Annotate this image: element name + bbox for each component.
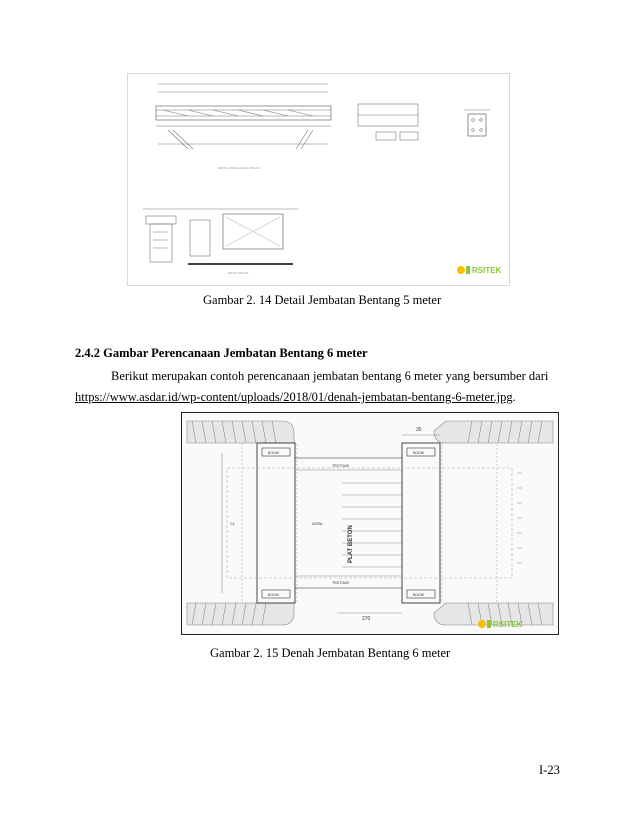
figure-denah-jembatan-6m (181, 412, 559, 635)
figure-detail-jembatan-5m (127, 73, 510, 286)
figure2-logo (478, 620, 523, 629)
plat-beton-label: PLAT BETON (348, 525, 354, 563)
trotoar-top-label: TROTOAR (332, 464, 350, 468)
paragraph-line2 (75, 390, 516, 405)
dim-top-label: 30 (416, 427, 422, 433)
bouw-tl-label: BOUW (268, 451, 279, 455)
figure1-logo (457, 266, 502, 275)
figure2-caption: Gambar 2. 15 Denah Jembatan Bentang 6 meter (210, 646, 451, 660)
paragraph-line1 (111, 369, 562, 384)
figure1-drawing (128, 74, 509, 285)
paragraph-line1-text: Berikut merupakan contoh perencanaan jembatan bentang 6 meter yang bersumber dari (111, 369, 549, 383)
svg-text:DETAIL BOUW: DETAIL BOUW (228, 271, 249, 275)
section-heading: 2.4.2 Gambar Perencanaan Jembatan Bentang 6 meter (75, 346, 368, 360)
bouw-bl-label: BOUW (268, 593, 279, 597)
bouw-tr-label: BOUW (413, 451, 424, 455)
figure1-caption: Gambar 2. 14 Detail Jembatan Bentang 5 meter (203, 293, 442, 307)
source-link[interactable]: https://www.asdar.id/wp-content/uploads/2018/01/denah-jembatan-bentang-6-meter.jpg (75, 390, 513, 404)
trotoar-bottom-label: TROTOAR (332, 581, 350, 585)
page-number: I-23 (539, 763, 560, 777)
figure2-drawing (182, 413, 558, 634)
aspal-label: ASPAL (312, 522, 324, 526)
svg-text:RSITEK: RSITEK (472, 266, 502, 275)
svg-text:DETAIL PENULANGAN BALOK: DETAIL PENULANGAN BALOK (218, 166, 261, 170)
cl-label: CL (230, 521, 236, 526)
paragraph-end: . (512, 390, 516, 404)
svg-text:RSITEK: RSITEK (493, 620, 523, 629)
dim-bottom-label: 270 (362, 616, 371, 622)
bouw-br-label: BOUW (413, 593, 424, 597)
